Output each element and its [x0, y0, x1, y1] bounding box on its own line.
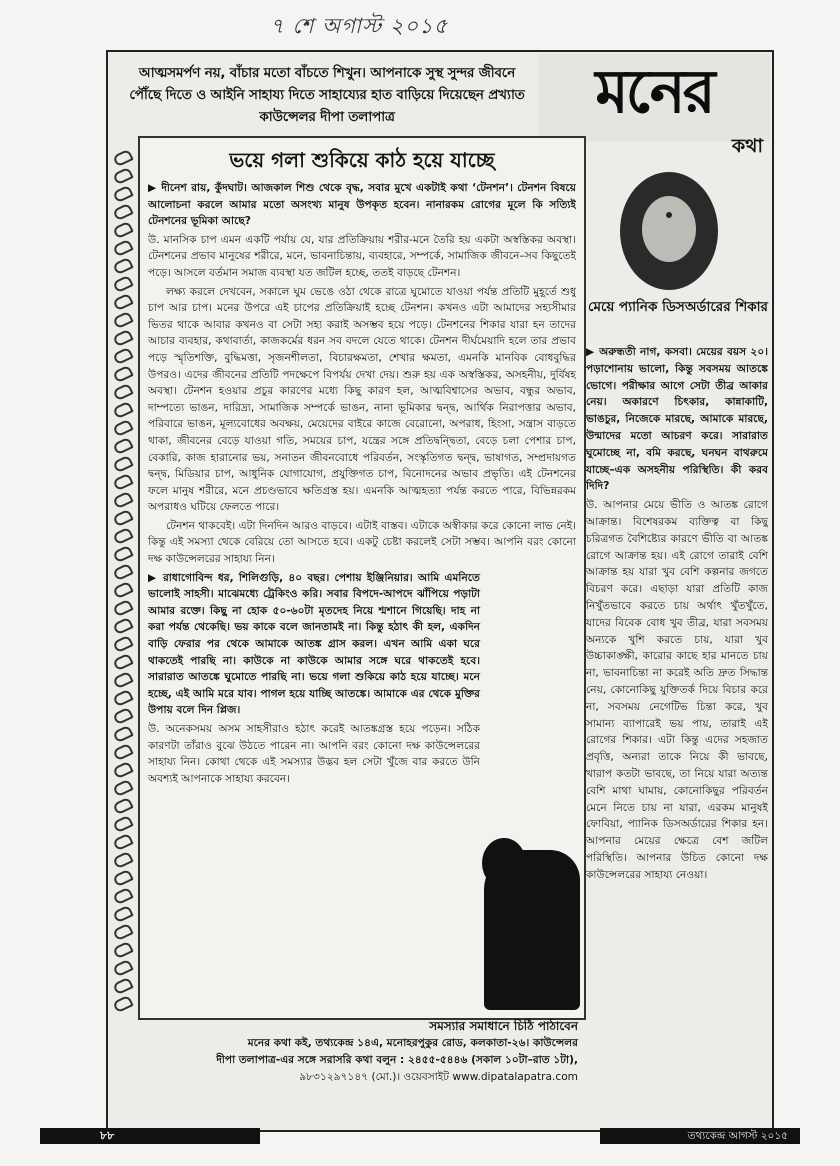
spiral-loop-icon: [112, 275, 133, 293]
spiral-loop-icon: [112, 491, 133, 509]
spiral-loop-icon: [112, 689, 133, 707]
spiral-loop-icon: [112, 671, 133, 689]
spiral-loop-icon: [112, 311, 133, 329]
spiral-loop-icon: [112, 995, 133, 1013]
spiral-loop-icon: [112, 167, 133, 185]
contact-heading: সমস্যার সমাধানে চিঠি পাঠাবেন: [429, 1019, 578, 1033]
question-1: ▶ দীনেশ রায়, কুঁদঘাট। আজকাল শিশু থেকে বৃদ্ধ, সবার মুখে একটাই কথা ‘টেনশন’। টেনশন বিষয়ে আলোচনা করলে আমার মতো অসংখ্য মানুষ উপকৃত হবেন। নানারকম রোগের মূলে কি সত্যিই টেনশনের ভূমিকা আছে?: [148, 182, 576, 228]
spiral-loop-icon: [112, 923, 133, 941]
spiral-loop-icon: [112, 473, 133, 491]
spiral-loop-icon: [112, 887, 133, 905]
spiral-loop-icon: [112, 725, 133, 743]
spiral-binding-decoration: [112, 152, 136, 1022]
spiral-loop-icon: [112, 815, 133, 833]
spiral-loop-icon: [112, 617, 133, 635]
spiral-loop-icon: [112, 833, 133, 851]
spiral-loop-icon: [112, 851, 133, 869]
main-article: [138, 136, 586, 1020]
question-2: ▶ রাধাগোবিন্দ ধর, শিলিগুড়ি, ৪০ বছর। পেশায় ইঞ্জিনিয়ার। আমি এমনিতে ভালোই সাহসী। মাঝেমধ্যে ট্রেকিংও করি। সবার বিপদে-আপদে ঝাঁপিয়ে পড়াটা আমার রক্তে। কিছু না হোক ৫০-৬০টা মৃতদেহ নিয়ে শ্মশানে গিয়েছি। দাহ না করা পর্যন্ত থেকেছি। ভয় কাকে বলে জানতামই না। কিন্তু হঠাৎ কী হল, একদিন বাড়ি ফেরার পর থেকে আমাকে আতঙ্ক গ্রাস করল। এখন আমি একা ঘরে থাকতেই পারছি না। কাউকে না কাউকে আমার সঙ্গে ঘরে থাকতেই হবে। সারারাত আতঙ্কে ঘুমোতে পারছি না। ভয়ে গলা শুকিয়ে কাঠ হয়ে যাচ্ছে। মনে হচ্ছে, এই আমি মরে যাব। পাগল হয়ে যাচ্ছি আতঙ্কে। আমাকে এর থেকে মুক্তির উপায় বলে দিন প্লিজ।: [148, 571, 480, 717]
spiral-loop-icon: [112, 599, 133, 617]
spiral-loop-icon: [112, 959, 133, 977]
spiral-loop-icon: [112, 653, 133, 671]
spiral-loop-icon: [112, 563, 133, 581]
masthead-subtitle: কথা: [731, 135, 763, 157]
spiral-loop-icon: [112, 203, 133, 221]
spiral-loop-icon: [112, 185, 133, 203]
spiral-loop-icon: [112, 707, 133, 725]
spiral-loop-icon: [112, 581, 133, 599]
counsellor-face: [642, 196, 696, 262]
spiral-loop-icon: [112, 383, 133, 401]
spiral-loop-icon: [112, 761, 133, 779]
spiral-loop-icon: [112, 743, 133, 761]
spiral-loop-icon: [112, 635, 133, 653]
spiral-loop-icon: [112, 329, 133, 347]
magazine-issue: তথ্যকেন্দ্র আগস্ট ২০১৫: [600, 1128, 800, 1144]
column-intro: আত্মসমর্পণ নয়, বাঁচার মতো বাঁচতে শিখুন। আপনাকে সুস্থ সুন্দর জীবনে পৌঁছে দিতে ও আইনি সাহায্য দিতে সাহায্যের হাত বাড়িয়ে দিয়েছেন প্রখ্যাত কাউন্সেলর দীপা তলাপাত্র: [129, 65, 525, 125]
magazine-page: [106, 50, 774, 1132]
answer-1-paragraph-2: লক্ষ্য করলে দেখবেন, সকালে ঘুম ভেঙে ওঠা থেকে রাত্রে ঘুমোতে যাওয়া পর্যন্ত প্রতিটি মুহূর্তে শুধু চাপ আর চাপ। মনের উপরে এই চাপের প্রতিক্রিয়াই হচ্ছে টেনশন। কখনও এটা আমাদের সহ্যসীমার ভিতর থাকে আবার কখনও বা সেটা সহ্য করাই অসম্ভব হয়ে পড়ে। টেনশনের শিকার যারা হন তাদের আচার ব্যবহার, কথাবার্তা, কাজকর্মের ধরন সব বদলে যেতে থাকে। টেনশন দীর্ঘমেয়াদি হলে তার প্রভাব পড়ে স্মৃতিশক্তি, বুদ্ধিমত্তা, সৃজনশীলতা, বিচারক্ষমতা, শেখার ক্ষমতা, এমনকি মানবিক বোধবুদ্ধির উপরও। এদের জীবনের প্রতিটি পদক্ষেপে বিপর্যয় দেখা দেয়। শুরু হয় এক অস্বস্তিকর, অসহনীয়, দুর্বিষহ অবস্থা। টেনশন হওয়ার প্রচুর কারণের মধ্যে কিছু কারণ হল, আত্মবিশ্বাসের অভাব, বন্ধুর অভাব, দাম্পত্যে ভাঙন, দারিদ্র্য, সামাজিক সম্পর্কে ভাঙন, নানা ভূমিকার দ্বন্দ্ব, আর্থিক নিরাপত্তার অভাব, পরিবারে ভাঙন, মূল্যবোধের অবক্ষয়, মেয়েদের বাইরে কাজে বেরোনো, অপরাধ, হিংসা, সন্ত্রাস বাড়তে থাকা, জীবনের বেড়ে যাওয়া গতি, সময়ের চাপ, যন্ত্রের সঙ্গে প্রতিদ্বন্দ্বিতা, বেড়ে চলা পেশার চাপ, বেকারি, কাজ হারানোর ভয়, সনাতন জীবনবোধে পরিবর্তন, সংস্কৃতিগত দ্বন্দ্ব, ভাষাগত, সম্প্রদায়গত দ্বন্দ্ব, মিডিয়ার চাপ, আধুনিক যোগাযোগ, প্রযুক্তিগত চাপ, বিনোদনের অভাব প্রভৃতি। এই টেনশনের ফলে মানুষ শরীরে, মনে প্রচণ্ডভাবে ক্ষতিগ্রস্ত হয়। এমনকি আত্মহত্যা পর্যন্ত করতে পারে, বিভিন্নরকম অপরাধও ঘটিয়ে ফেলতে পারে।: [148, 285, 576, 514]
spiral-loop-icon: [112, 347, 133, 365]
spiral-loop-icon: [112, 779, 133, 797]
spiral-loop-icon: [112, 527, 133, 545]
spiral-loop-icon: [112, 509, 133, 527]
answer-2: উ. অনেকসময় অসম সাহসীরাও হঠাৎ করেই আতঙ্কগ্রস্ত হয়ে পড়েন। সঠিক কারণটা তাঁরাও বুঝে উঠতে পারেন না। আপনি বরং কোনো দক্ষ কাউন্সেলরের সাহায্য নিন। কোথা থেকে এই সমস্যার উদ্ভব হল সেটা খুঁজে বার করতে উনি অবশ্যই আপনাকে সাহায্য করবেন।: [148, 723, 480, 785]
contact-address: মনের কথা কই, তথ্যকেন্দ্র ১৪এ, মনোহরপুকুর রোড, কলকাতা-২৬। কাউন্সেলর: [247, 1037, 578, 1049]
sidebar-question: ▶ অরুন্ধতী নাগ, কসবা। মেয়ের বয়স ২০। পড়াশোনায় ভালো, কিন্তু সবসময় আতঙ্কে ভোগে। পরীক্ষার আগে সেটা তীব্র আকার নেয়। অকারণে চিৎকার, কান্নাকাটি, ভাঙচুর, নিজেকে মারছে, আমাকে মারছে, উন্মাদের মতো আচরণ করে। সারারাত ঘুমোচ্ছে না, বমি করছে, ঘনঘন বাথরুমে যাচ্ছে–এক অসহনীয় পরিস্থিতি। কী করব দিদি?: [586, 346, 768, 493]
spiral-loop-icon: [112, 419, 133, 437]
spiral-loop-icon: [112, 365, 133, 383]
worried-man-silhouette: [484, 850, 580, 1010]
contact-phone: দীপা তলাপাত্র-এর সঙ্গে সরাসরি কথা বলুন : ২৪৫৫-৫৪৪৬ (সকাল ১০টা–রাত ১টা),: [216, 1054, 578, 1066]
spiral-loop-icon: [112, 977, 133, 995]
spiral-loop-icon: [112, 797, 133, 815]
answer-1-paragraph-3: টেনশন থাকবেই। এটা দিনদিন আরও বাড়বে। এটাই বাস্তব। এটাকে অস্বীকার করে কোনো লাভ নেই। কিন্তু এই সমস্যা থেকে বেরিয়ে তো আসতে হবে। একটু চেষ্টা করলেই সেটা সম্ভব। আপনি বরং কোনো দক্ষ কাউন্সেলরের সাহায্য নিন।: [148, 519, 576, 566]
spiral-loop-icon: [112, 437, 133, 455]
spiral-loop-icon: [112, 455, 133, 473]
spiral-loop-icon: [112, 941, 133, 959]
spiral-loop-icon: [112, 257, 133, 275]
spiral-loop-icon: [112, 239, 133, 257]
spiral-loop-icon: [112, 149, 133, 167]
spiral-loop-icon: [112, 293, 133, 311]
spiral-loop-icon: [112, 221, 133, 239]
handwritten-date: ৭ শে অগাস্ট ২০১৫: [270, 14, 449, 38]
page-number: ৮৮: [40, 1128, 260, 1144]
contact-box: [118, 1018, 578, 1108]
spiral-loop-icon: [112, 401, 133, 419]
bindi-mark: [666, 212, 672, 218]
answer-1: উ. মানসিক চাপ এমন একটি পর্যায় যে, যার প্রতিক্রিয়ায় শরীর-মনে তৈরি হয় একটা অস্বস্তিকর অবস্থা। টেনশনের প্রভাব মানুষের শরীরে, মনে, ভাবনাচিন্তায়, ব্যবহারে, সম্পর্কে, সামাজিক জীবনে–সব কিছুতেই পড়ে। আসলে বর্তমান সমাজ ব্যবস্থা যত জটিল হচ্ছে, ততই বাড়ছে টেনশন।: [148, 233, 576, 279]
counsellor-photo: [620, 172, 718, 290]
sidebar-headline: মেয়ে প্যানিক ডিসঅর্ডারের শিকার: [588, 299, 768, 315]
spiral-loop-icon: [112, 869, 133, 887]
article-headline: ভয়ে গলা শুকিয়ে কাঠ হয়ে যাচ্ছে: [229, 148, 495, 172]
sidebar-body: [586, 344, 768, 1114]
spiral-loop-icon: [112, 545, 133, 563]
contact-mobile-website: ৯৮৩১২৯৭১৪৭ (মো.)। ওয়েবসাইট www.dipatalapatra.com: [299, 1071, 578, 1083]
sidebar-answer: উ. আপনার মেয়ে ভীতি ও আতঙ্ক রোগে আক্রান্ত। বিশেষরকম ব্যক্তিত্ব বা কিছু চরিত্রগত বৈশিষ্ট্যের কারণে ভীতি বা আতঙ্ক রোগে আক্রান্ত হয়। এই রোগে তারাই বেশি আক্রান্ত হয় যারা খুব বেশি কল্পনার জগতে বিচরণ করে। এছাড়া যারা প্রতিটি কাজ নিখুঁতভাবে করতে চায় অর্থাৎ খুঁতখুঁতে, যাদের বিবেক বোধ খুব তীব্র, যারা সবসময় অন্যকে খুশি করতে চায়, যারা খুব উচ্চাকাঙ্ক্ষী, কারোর কাছে হার মানতে চায় না, ভাবনাচিন্তা না করেই অতি দ্রুত সিদ্ধান্ত নেয়, কোনোকিছু যুক্তিতর্ক দিয়ে বিচার করে না, সবসময় নেগেটিভ চিন্তা করে, খুব সামান্য ব্যাপারেই ভয় পায়, তারাই এই রোগের শিকার। এটা কিন্তু এদের সহজাত প্রবৃত্তি, অন্যরা তাকে নিয়ে কী ভাবছে, খারাপ কতটা ভাবছে, তা নিয়ে যারা অত্যন্ত বেশি মাথা ঘামায়, কোনোকিছুর পরিবর্তন মেনে নিতে চায় না যারা, এরকম মানুষই ফোবিয়া, প্যানিক ডিসঅর্ডারের শিকার হন। আপনার মেয়ের ক্ষেত্রে বেশ জটিল পরিস্থিতি। আপনার উচিত কোনো দক্ষ কাউন্সেলরের সাহায্য নেওয়া।: [586, 499, 768, 881]
page-footer: [40, 1128, 800, 1144]
masthead-title: মনের: [538, 54, 770, 142]
spiral-loop-icon: [112, 905, 133, 923]
